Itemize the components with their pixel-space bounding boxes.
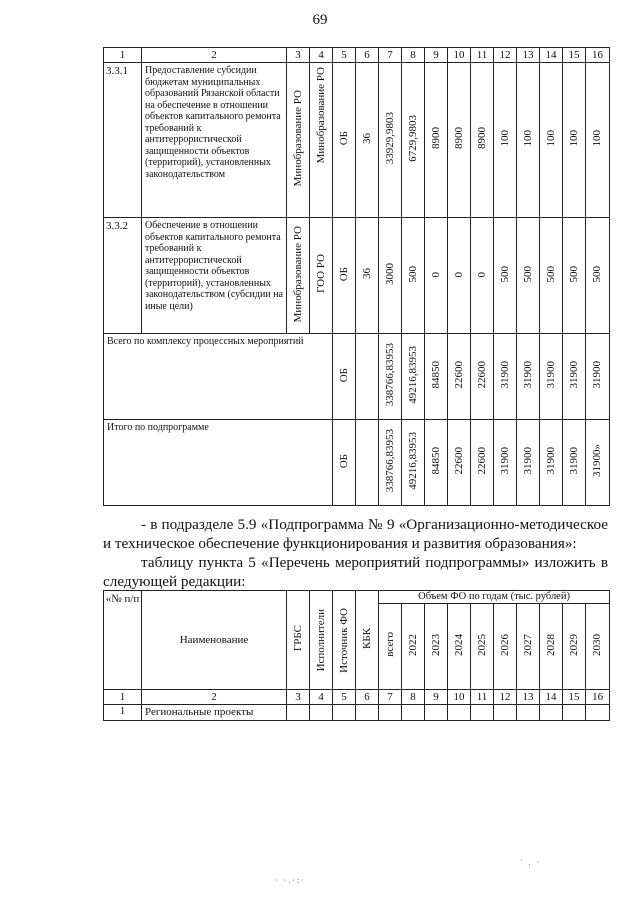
year-cell: 500 (567, 265, 580, 282)
col-number: 15 (563, 48, 586, 63)
col-number: 5 (333, 690, 356, 705)
col-number: 14 (540, 690, 563, 705)
year-cell: 22600 (452, 447, 465, 475)
table-row (104, 705, 610, 721)
col-number: 8 (402, 48, 425, 63)
col-number: 14 (540, 48, 563, 63)
paragraph-subsection: - в подразделе 5.9 «Подпрограмма № 9 «Организационно-методическое и техническое обеспечение функционирования и развития образования»: (103, 516, 608, 552)
header-year: 2024 (452, 633, 465, 656)
year-cell: 500 (521, 265, 534, 282)
table-row (104, 63, 610, 218)
col-number: 1 (104, 48, 142, 63)
header-volume: Объем ФО по годам (тыс. рублей) (379, 591, 610, 604)
header-year: 2026 (498, 633, 511, 656)
year-cell: 500 (544, 265, 557, 282)
year-cell: 22600 (452, 361, 465, 389)
col-number: 3 (287, 48, 310, 63)
year-cell: 31900 (567, 361, 580, 389)
col-number: 2 (142, 690, 287, 705)
col-number: 6 (356, 690, 379, 705)
year-cell: 84850 (429, 361, 442, 389)
col-number: 8 (402, 690, 425, 705)
col-number: 9 (425, 690, 448, 705)
table-row (104, 218, 610, 334)
row-number: 3.3.1 (104, 63, 142, 218)
row-name: Предоставление субсидии бюджетам муниципальных образований Рязанской области на обеспечение в отношении объектов капитального ремонта требований к антитеррористической защищенности объектов (территорий), установленных законодательством (142, 63, 287, 218)
header-year: 2025 (475, 633, 488, 656)
col-number: 2 (142, 48, 287, 63)
column-number-row (104, 690, 610, 705)
col-number: 13 (517, 690, 540, 705)
source-cell: ОБ (337, 367, 350, 382)
summary-label: Всего по комплексу процессных мероприятий (104, 334, 333, 420)
paragraph-instruction: таблицу пункта 5 «Перечень мероприятий подпрограммы» изложить в следующей редакции: (103, 554, 608, 590)
year-cell: 100 (591, 130, 604, 147)
col-number: 3 (287, 690, 310, 705)
col-number: 7 (379, 690, 402, 705)
year-cell: 0 (475, 272, 488, 278)
year-cell: 31900 (498, 447, 511, 475)
year-cell: 500 (406, 265, 419, 282)
total-cell: 338766,83953 (383, 343, 396, 407)
column-number-row (104, 48, 610, 63)
grbs-cell: Минобразование РО (291, 225, 304, 322)
col-number: 1 (104, 690, 142, 705)
col-number: 16 (586, 690, 610, 705)
col-number: 11 (471, 48, 494, 63)
col-number: 16 (586, 48, 610, 63)
year-cell: 22600 (475, 361, 488, 389)
year-cell: 31900 (521, 361, 534, 389)
year-cell: 100 (567, 130, 580, 147)
program-table (103, 590, 610, 721)
row-number: 1 (104, 705, 142, 721)
scan-marks: · ·.·:· (275, 876, 306, 885)
kbk-cell: 36 (360, 268, 373, 280)
col-number: 12 (494, 48, 517, 63)
year-cell: 49216,83953 (406, 431, 419, 490)
year-cell: 100 (498, 130, 511, 147)
col-number: 7 (379, 48, 402, 63)
total-cell: 338766,83953 (383, 429, 396, 493)
header-number: «№ п/п (104, 591, 142, 690)
row-name: Обеспечение в отношении объектов капитального ремонта требований к антитеррористической защищенности объектов (территорий), установленных законодательством (субсидии на иные цели) (142, 218, 287, 334)
year-cell: 100 (544, 130, 557, 147)
year-cell: 0 (429, 272, 442, 278)
year-cell: 22600 (475, 447, 488, 475)
year-cell: 31900 (544, 447, 557, 475)
year-cell: 31900 (567, 447, 580, 475)
kbk-cell: 36 (360, 132, 373, 144)
year-cell: 31900 (591, 361, 604, 389)
executor-cell: ГОО РО (314, 254, 327, 294)
year-cell: 0 (452, 272, 465, 278)
header-grbs: ГРБС (291, 625, 304, 652)
header-name: Наименование (142, 591, 287, 690)
page-number: 69 (312, 12, 328, 28)
year-cell: 31900 (544, 361, 557, 389)
source-cell: ОБ (337, 453, 350, 468)
header-year: 2022 (406, 633, 419, 656)
year-cell: 8900 (452, 127, 465, 150)
col-number: 4 (310, 690, 333, 705)
header-source: Источник ФО (337, 607, 350, 673)
col-number: 13 (517, 48, 540, 63)
header-year: 2023 (429, 633, 442, 656)
header-year: 2030 (591, 633, 604, 656)
header-year: 2028 (544, 633, 557, 656)
summary-row (104, 334, 610, 420)
measures-table (103, 47, 610, 506)
col-number: 11 (471, 690, 494, 705)
year-cell: 6729,9803 (406, 114, 419, 162)
summary-label: Итого по подпрограмме (104, 420, 333, 506)
header-kbk: КБК (360, 627, 373, 649)
year-cell: 8900 (475, 127, 488, 150)
year-cell: 31900 (498, 361, 511, 389)
year-cell: 84850 (429, 447, 442, 475)
row-name: Региональные проекты (142, 705, 287, 721)
year-cell: 500 (591, 265, 604, 282)
source-cell: ОБ (337, 266, 350, 281)
body-text (103, 515, 608, 591)
source-cell: ОБ (337, 131, 350, 146)
total-cell: 33929,9803 (383, 112, 396, 165)
row-number: 3.3.2 (104, 218, 142, 334)
col-number: 9 (425, 48, 448, 63)
year-cell: 31900» (591, 444, 604, 478)
year-cell: 49216,83953 (406, 345, 419, 404)
scan-marks: ` . · (520, 858, 542, 867)
header-executors: Исполнители (314, 609, 327, 672)
header-year: 2029 (567, 633, 580, 656)
year-cell: 8900 (429, 127, 442, 150)
col-number: 5 (333, 48, 356, 63)
col-number: 10 (448, 48, 471, 63)
col-number: 15 (563, 690, 586, 705)
total-cell: 3000 (383, 262, 396, 285)
col-number: 6 (356, 48, 379, 63)
year-cell: 100 (521, 130, 534, 147)
col-number: 10 (448, 690, 471, 705)
year-cell: 500 (498, 265, 511, 282)
header-year: 2027 (521, 633, 534, 656)
year-cell: 31900 (521, 447, 534, 475)
summary-row (104, 420, 610, 506)
grbs-cell: Минобразование РО (291, 90, 304, 187)
col-number: 12 (494, 690, 517, 705)
col-number: 4 (310, 48, 333, 63)
executor-cell: Минобразование РО (314, 67, 327, 164)
header-total: всего (383, 632, 396, 658)
